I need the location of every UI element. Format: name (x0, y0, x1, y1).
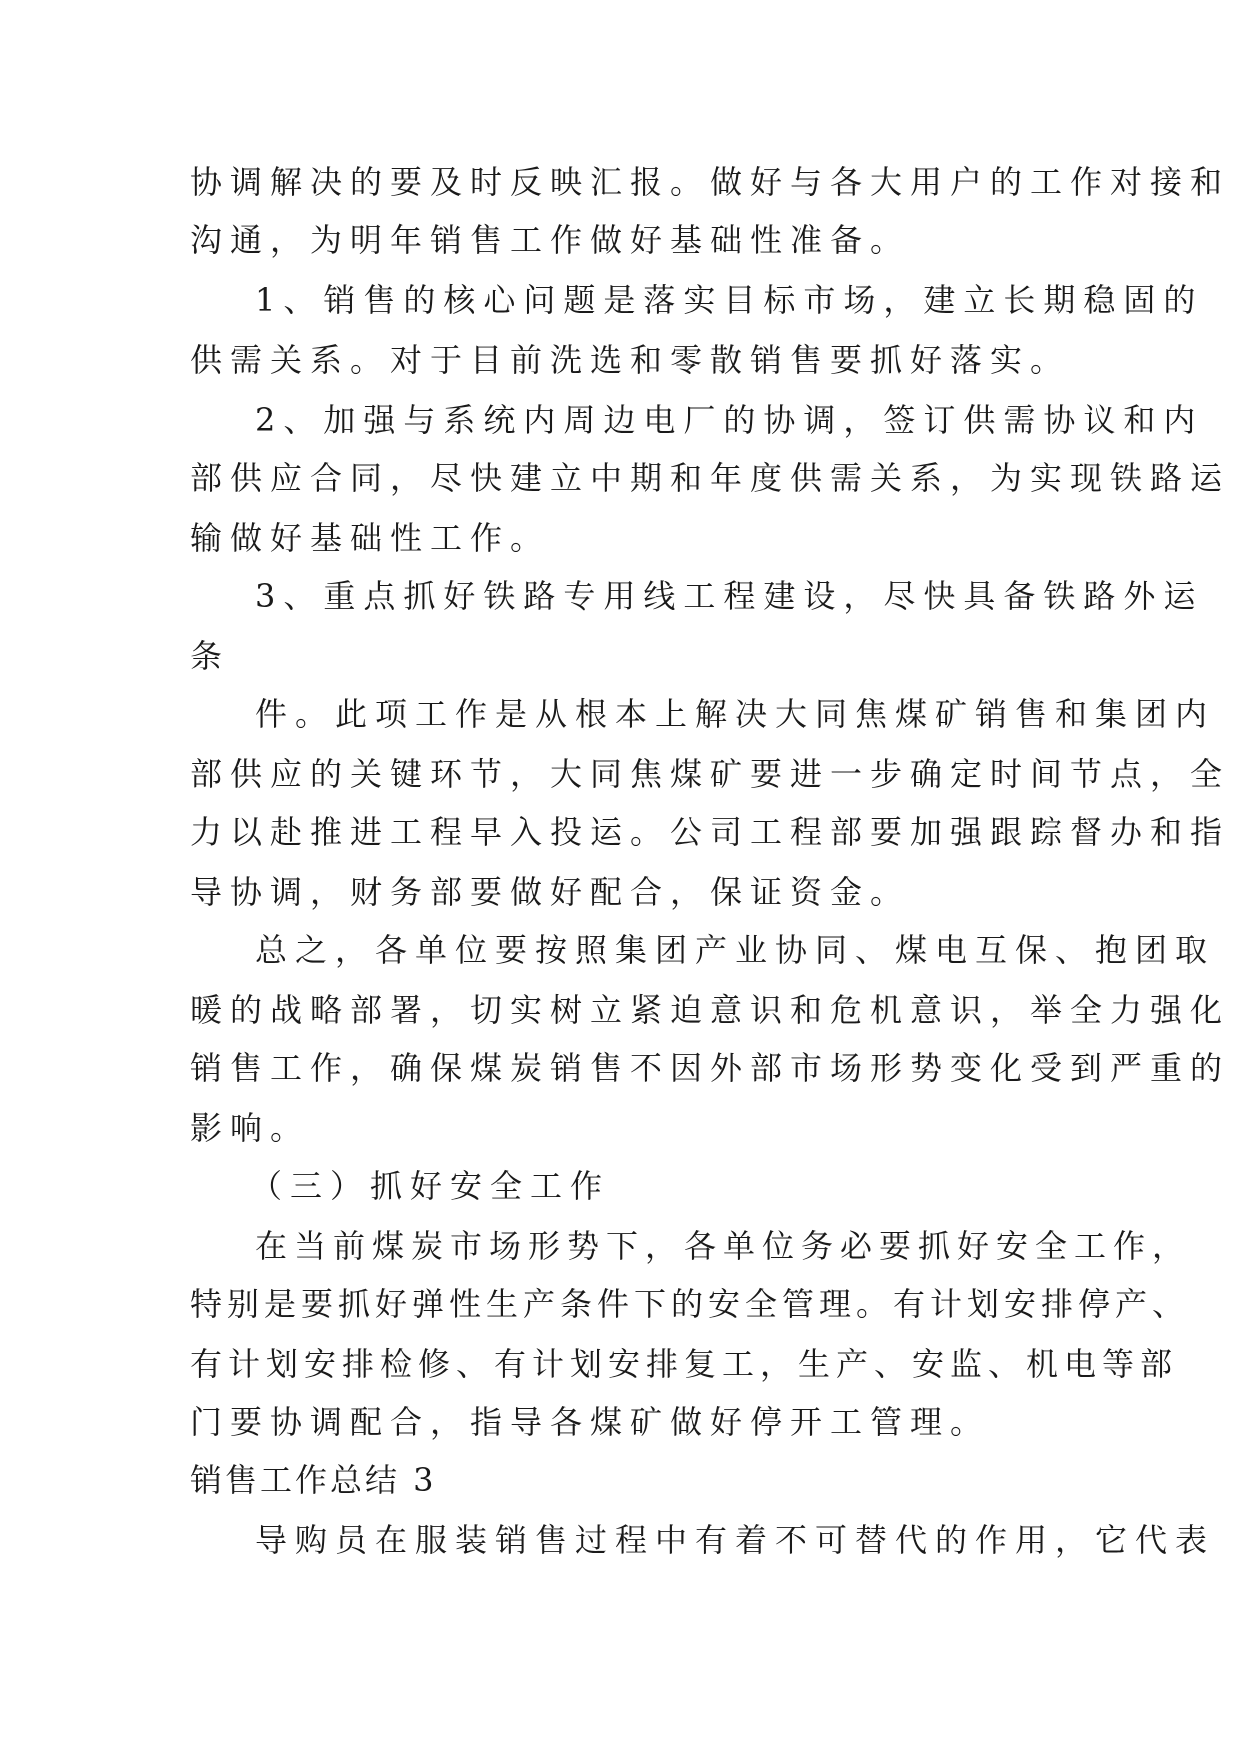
text-line: 部供应合同，尽快建立中期和年度供需关系，为实现铁路运 (190, 459, 1231, 497)
text-line: 销售工作，确保煤炭销售不因外部市场形势变化受到严重的 (190, 1049, 1231, 1087)
text-line: 部供应的关键环节，大同焦煤矿要进一步确定时间节点，全 (190, 755, 1231, 793)
text-line: 特别是要抓好弹性生产条件下的安全管理。有计划安排停产、 (190, 1285, 1190, 1323)
text-line: 件。此项工作是从根本上解决大同焦煤矿销售和集团内 (255, 695, 1216, 733)
text-line: 影响。 (190, 1109, 311, 1147)
list-item-3: 3、重点抓好铁路专用线工程建设，尽快具备铁路外运 (255, 577, 1204, 615)
section-heading: （三）抓好安全工作 (250, 1167, 611, 1205)
text-line: 沟通，为明年销售工作做好基础性准备。 (190, 221, 911, 259)
text-line: 输做好基础性工作。 (190, 519, 551, 557)
paragraph-intro: 导购员在服装销售过程中有着不可替代的作用，它代表 (255, 1521, 1216, 1559)
text-line: 有计划安排检修、有计划安排复工，生产、安监、机电等部 (190, 1345, 1179, 1383)
document-title: 销售工作总结 3 (190, 1461, 437, 1499)
text-line: 暖的战略部署，切实树立紧迫意识和危机意识，举全力强化 (190, 991, 1231, 1029)
text-line: 门要协调配合，指导各煤矿做好停开工管理。 (190, 1403, 991, 1441)
text-line: 导协调，财务部要做好配合，保证资金。 (190, 873, 911, 911)
list-item-2: 2、加强与系统内周边电厂的协调，签订供需协议和内 (255, 401, 1204, 439)
paragraph-safety: 在当前煤炭市场形势下，各单位务必要抓好安全工作， (255, 1227, 1192, 1265)
text-line: 条 (190, 637, 231, 675)
text-line: 协调解决的要及时反映汇报。做好与各大用户的工作对接和 (190, 163, 1231, 201)
paragraph-summary: 总之，各单位要按照集团产业协同、煤电互保、抱团取 (255, 931, 1216, 969)
text-line: 力以赴推进工程早入投运。公司工程部要加强跟踪督办和指 (190, 813, 1231, 851)
text-line: 供需关系。对于目前洗选和零散销售要抓好落实。 (190, 341, 1071, 379)
list-item-1: 1、销售的核心问题是落实目标市场，建立长期稳固的 (255, 281, 1204, 319)
